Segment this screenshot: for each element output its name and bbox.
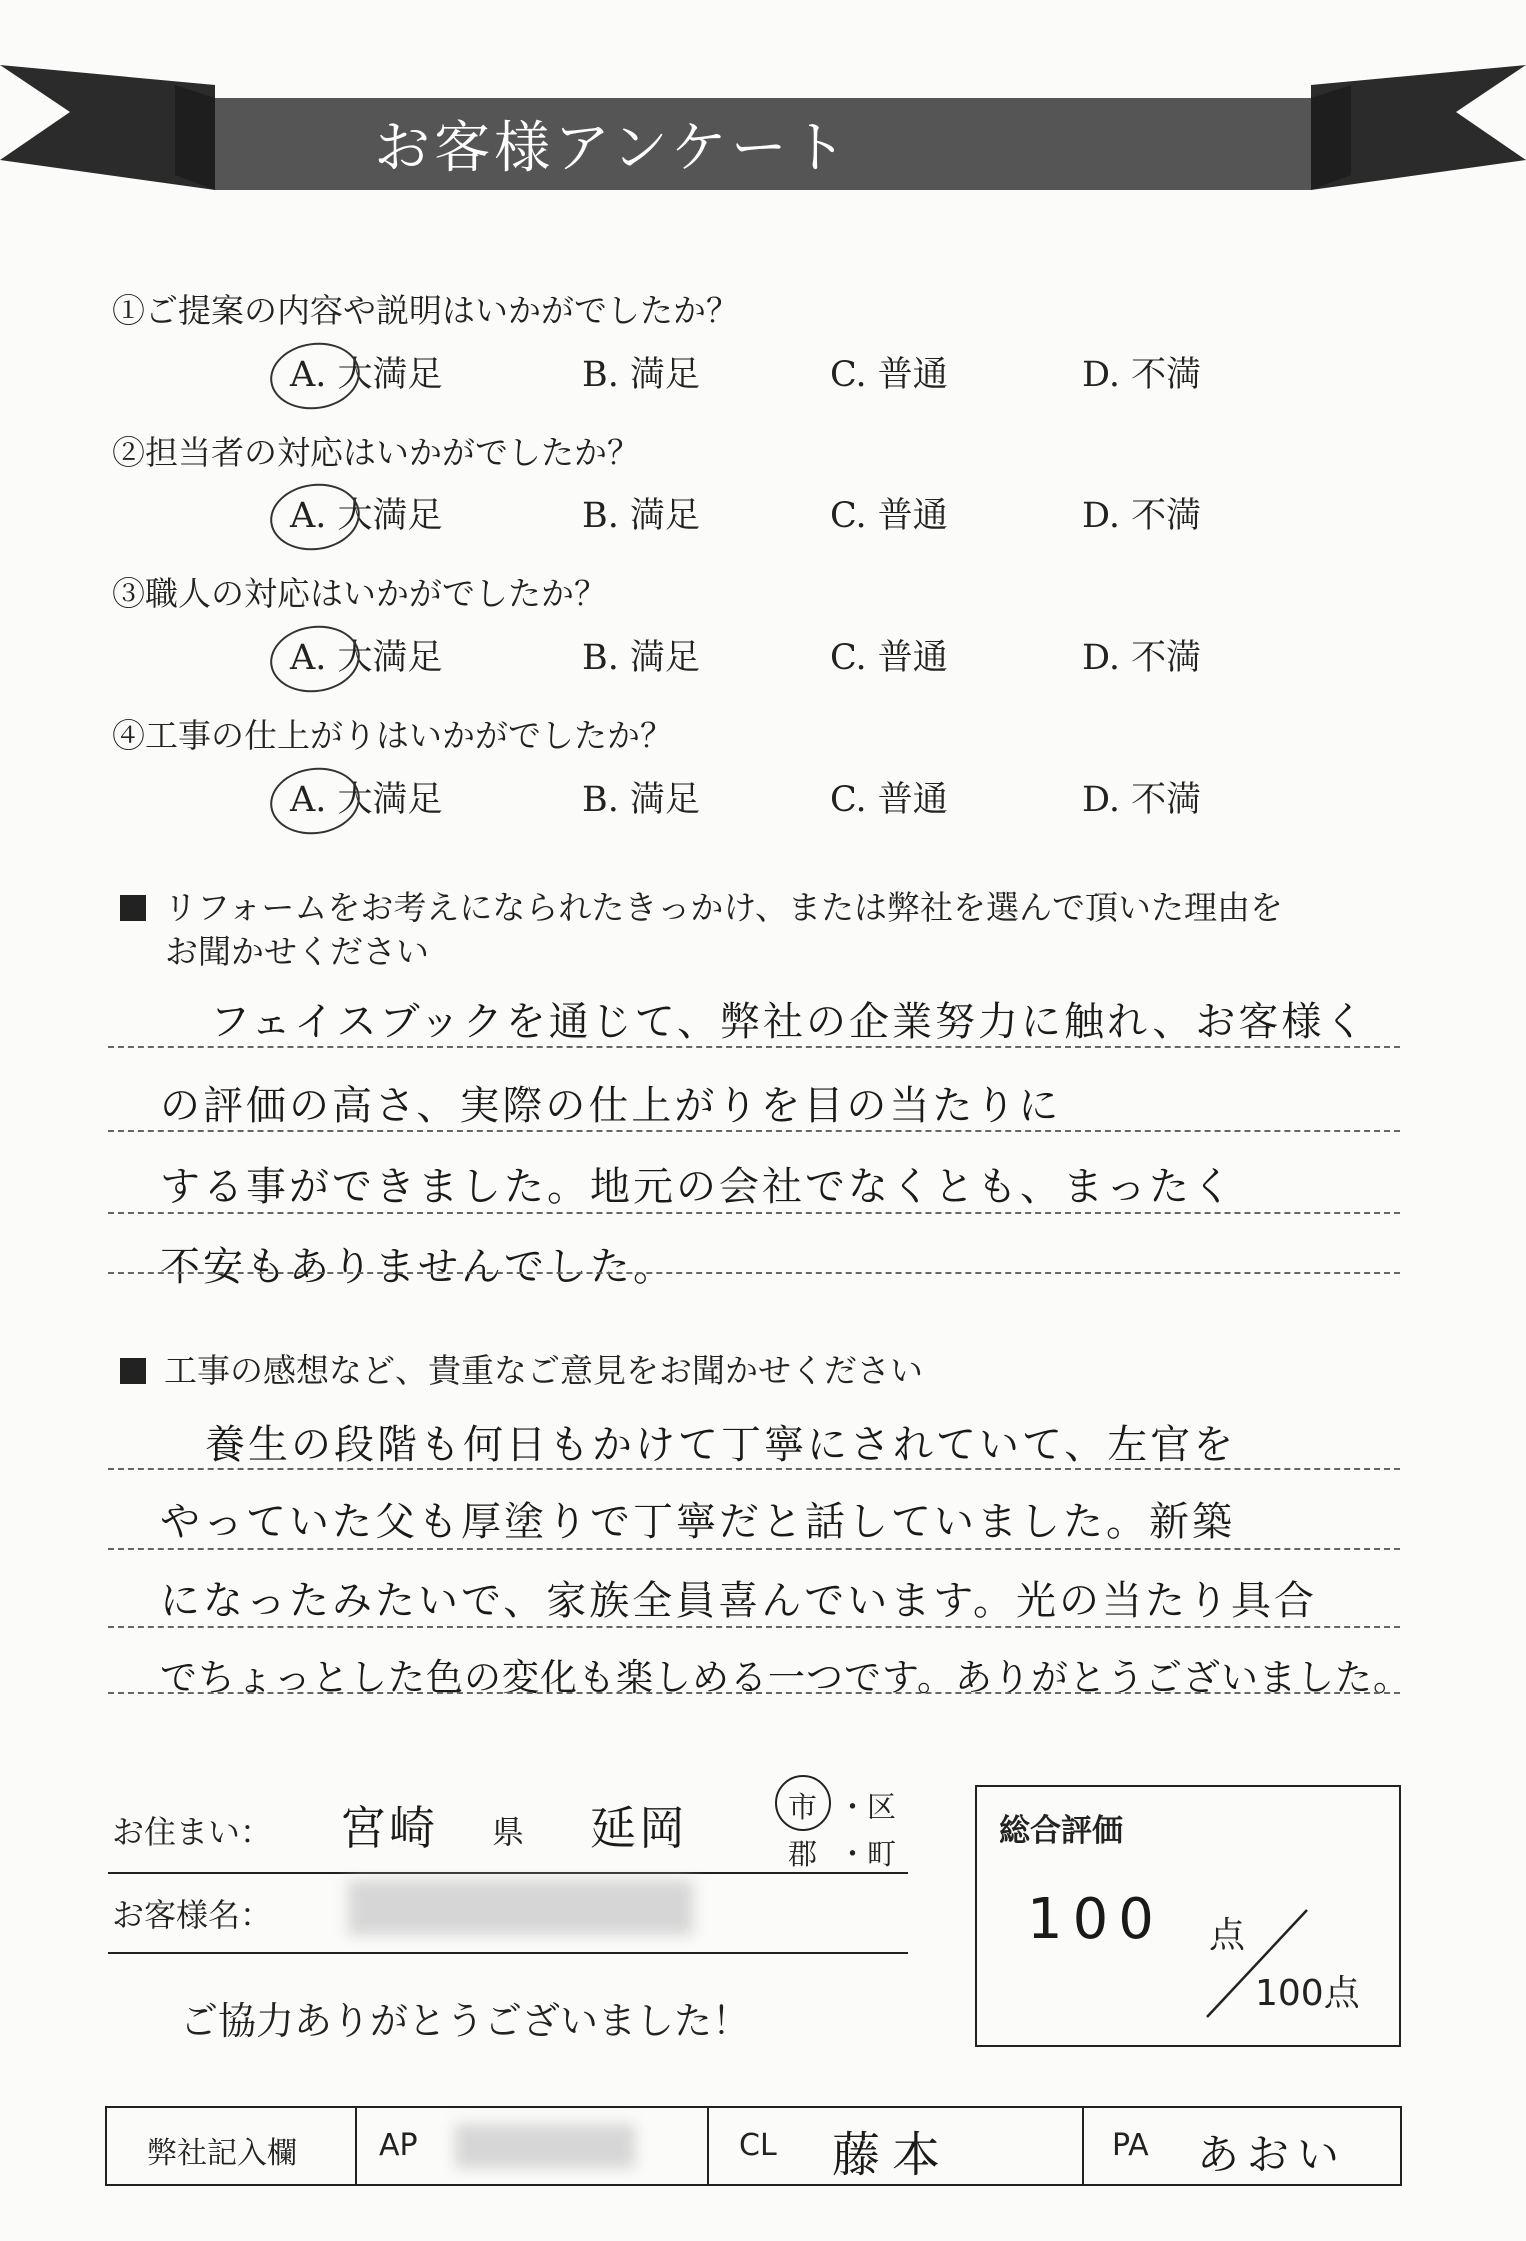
- section1-answer-line-2: の評価の高さ、実際の仕上がりを目の当たりに: [160, 1083, 1062, 1129]
- office-label: 弊社記入欄: [147, 2136, 297, 2171]
- cl-label: CL: [739, 2128, 777, 2163]
- customer-name-underline: [108, 1952, 908, 1954]
- city-selected-circle: [775, 1775, 831, 1831]
- section2-answer-line-4: でちょっとした色の変化も楽しめる一つです。ありがとうございました。: [160, 1656, 1412, 1699]
- question-2: ②担当者の対応はいかがでしたか？: [112, 433, 640, 472]
- q3-option-d[interactable]: D. 不満: [1082, 638, 1202, 678]
- section1-heading: リフォームをお考えになられたきっかけ、または弊社を選んで頂いた理由を: [120, 882, 1283, 929]
- ap-cell: [355, 2108, 709, 2184]
- question-3: ③職人の対応はいかがでしたか？: [112, 574, 607, 613]
- thanks-message: ご協力ありがとうございました！: [180, 1999, 751, 2043]
- address-underline: [108, 1872, 908, 1874]
- score-unit: 点: [1209, 1915, 1246, 1956]
- section2-answer-line-3: になったみたいで、家族全員喜んでいます。光の当たり具合: [160, 1578, 1317, 1624]
- answer-rule: [108, 1212, 1400, 1214]
- pa-label: PA: [1112, 2128, 1149, 2163]
- page-title: お客様アンケート: [374, 116, 851, 181]
- answer-rule: [108, 1468, 1400, 1470]
- question-4: ④工事の仕上がりはいかがでしたか？: [112, 716, 673, 755]
- square-bullet-icon: [120, 895, 146, 921]
- pa-value[interactable]: あおい: [1197, 2130, 1348, 2179]
- city-value[interactable]: 延岡: [590, 1801, 688, 1855]
- section1-answer-line-4: 不安もありませんでした。: [160, 1244, 676, 1290]
- customer-name-redacted: [348, 1880, 693, 1935]
- section2-answer-line-1: 養生の段階も何日もかけて丁寧にされていて、左官を: [205, 1422, 1237, 1468]
- cl-cell: [707, 2108, 1084, 2184]
- q4-option-a[interactable]: A. 大満足: [290, 780, 443, 820]
- score-box: [975, 1785, 1401, 2047]
- section2-heading: 工事の感想など、貴重なご意見をお聞かせください: [120, 1345, 923, 1392]
- section2-answer-line-2: やっていた父も厚塗りで丁寧だと話していました。新築: [160, 1499, 1235, 1545]
- city-char[interactable]: 市: [788, 1790, 818, 1824]
- question-1: ①ご提案の内容や説明はいかがでしたか？: [112, 291, 739, 330]
- q3-option-c[interactable]: C. 普通: [830, 638, 948, 678]
- q4-option-c[interactable]: C. 普通: [830, 780, 948, 820]
- score-value[interactable]: 100: [1027, 1887, 1164, 1952]
- section1-answer-line-3: する事ができました。地元の会社でなくとも、まったく: [160, 1164, 1235, 1210]
- office-use-table: [105, 2106, 1402, 2186]
- q2-option-d[interactable]: D. 不満: [1082, 496, 1202, 536]
- q4-option-b[interactable]: B. 満足: [582, 780, 700, 820]
- address-label: お住まい：: [112, 1813, 273, 1851]
- section1-answer-line-1: フェイスブックを通じて、弊社の企業努力に触れ、お客様く: [210, 999, 1368, 1045]
- office-label-cell: [107, 2108, 357, 2184]
- q2-option-c[interactable]: C. 普通: [830, 496, 948, 536]
- prefecture-value[interactable]: 宮崎: [340, 1801, 438, 1855]
- answer-rule: [108, 1272, 1400, 1274]
- ward-char[interactable]: ・区: [838, 1790, 897, 1824]
- section1-heading-cont: お聞かせください: [165, 932, 429, 971]
- town-char[interactable]: ・町: [838, 1837, 897, 1871]
- q1-option-d[interactable]: D. 不満: [1082, 355, 1202, 395]
- q4-option-d[interactable]: D. 不満: [1082, 780, 1202, 820]
- pa-cell: [1082, 2108, 1400, 2184]
- prefecture-suffix: 県: [492, 1813, 525, 1851]
- county-char[interactable]: 郡: [788, 1837, 818, 1871]
- cl-value[interactable]: 藤本: [832, 2127, 953, 2183]
- answer-rule: [108, 1692, 1400, 1694]
- q2-option-a[interactable]: A. 大満足: [290, 496, 443, 536]
- answer-rule: [108, 1130, 1400, 1132]
- ap-label: AP: [379, 2128, 418, 2163]
- q3-option-a[interactable]: A. 大満足: [290, 638, 443, 678]
- answer-rule: [108, 1046, 1400, 1048]
- q1-option-b[interactable]: B. 満足: [582, 355, 700, 395]
- score-max: 100点: [1255, 1973, 1360, 2014]
- customer-name-label: お客様名：: [112, 1896, 273, 1934]
- square-bullet-icon: [120, 1358, 146, 1384]
- q2-option-b[interactable]: B. 満足: [582, 496, 700, 536]
- answer-rule: [108, 1626, 1400, 1628]
- answer-rule: [108, 1548, 1400, 1550]
- q1-option-c[interactable]: C. 普通: [830, 355, 948, 395]
- ap-value-redacted: [455, 2124, 635, 2168]
- score-heading: 総合評価: [999, 1813, 1123, 1849]
- q3-option-b[interactable]: B. 満足: [582, 638, 700, 678]
- q1-option-a[interactable]: A. 大満足: [290, 355, 443, 395]
